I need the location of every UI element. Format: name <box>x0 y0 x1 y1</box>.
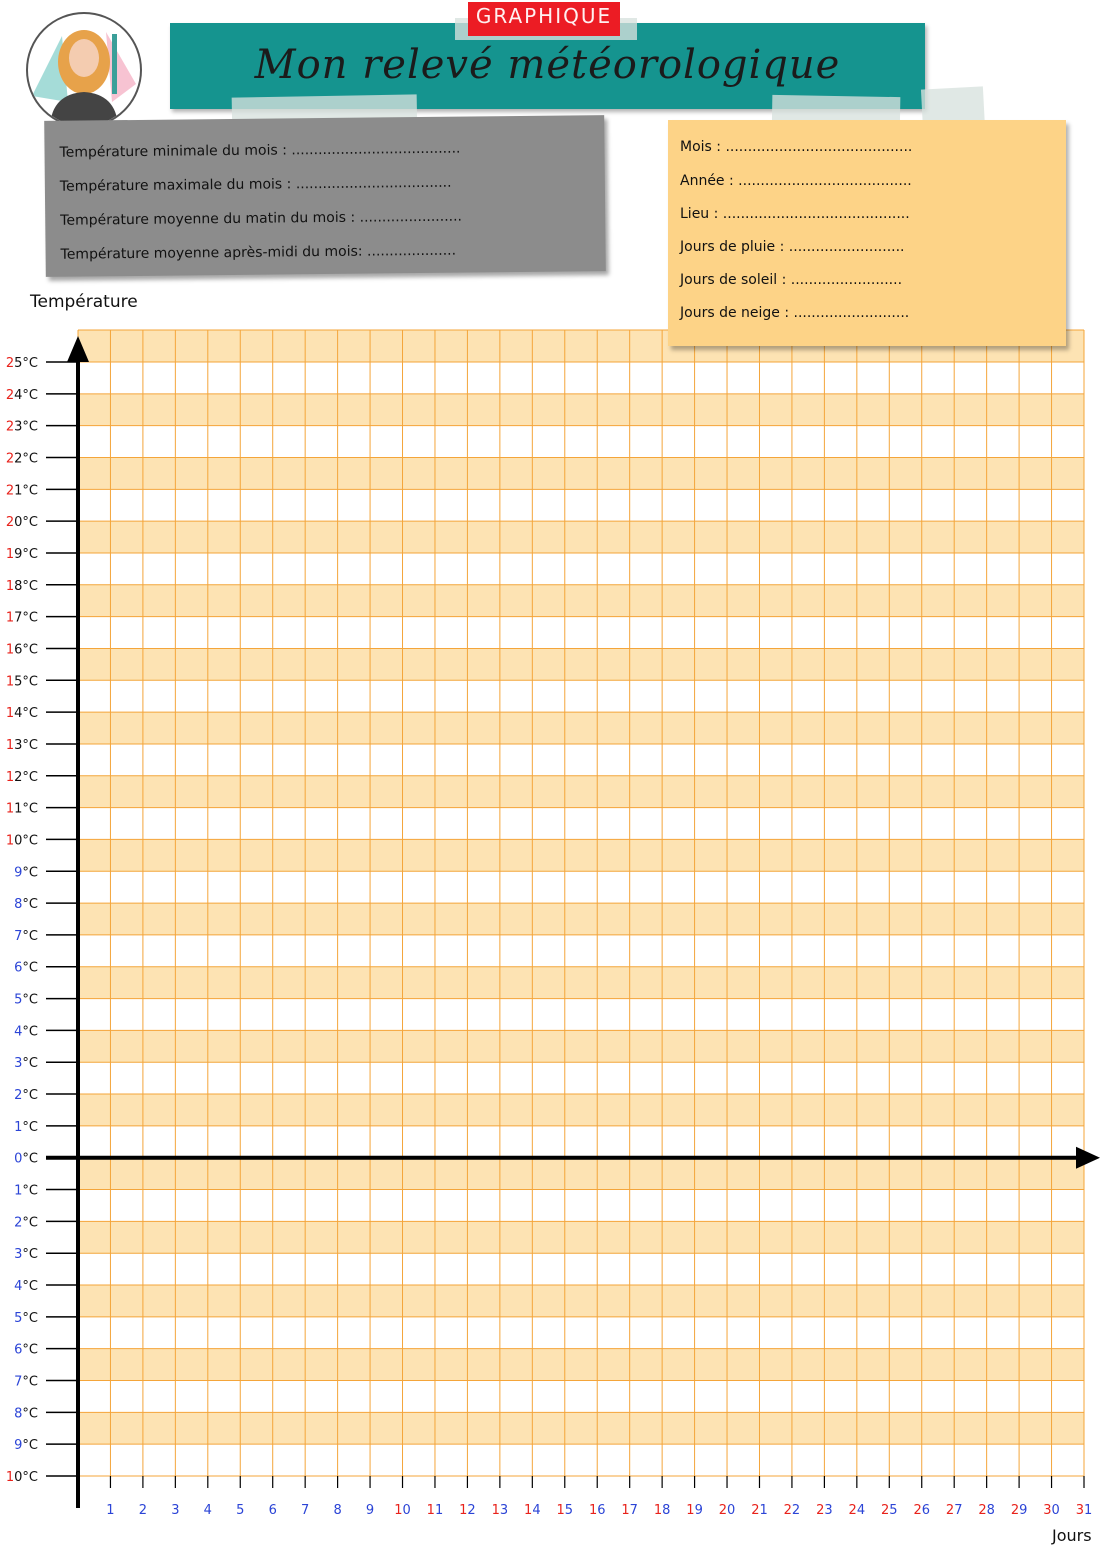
year-field[interactable]: Année : ....................................... <box>680 173 912 189</box>
y-tick-label: 7°C <box>14 1374 38 1390</box>
y-tick-label: 17°C <box>5 610 38 626</box>
x-tick-label: 5 <box>236 1503 245 1518</box>
x-tick-label: 21 <box>751 1503 768 1518</box>
y-tick-label: 14°C <box>5 706 38 722</box>
y-tick-label: 5°C <box>14 1310 38 1326</box>
x-tick-label: 8 <box>333 1503 342 1518</box>
grid-band <box>78 394 1084 426</box>
grid-band <box>78 521 1084 553</box>
rain-days-field[interactable]: Jours de pluie : .......................... <box>680 239 905 255</box>
grid-band <box>78 585 1084 617</box>
x-tick-label: 6 <box>268 1503 277 1518</box>
avg-morning-field[interactable]: Température moyenne du matin du mois : ....................... <box>60 208 463 229</box>
y-tick-label: 1°C <box>14 1119 38 1135</box>
x-tick-label: 3 <box>171 1503 180 1518</box>
grid-band <box>78 1349 1084 1381</box>
grid-band <box>78 1094 1084 1126</box>
grid-band <box>78 712 1084 744</box>
grid-band <box>78 839 1084 871</box>
y-tick-label: 2°C <box>14 1215 38 1231</box>
x-tick-label: 14 <box>524 1503 541 1518</box>
y-tick-label: 8°C <box>14 897 38 913</box>
y-tick-label: 18°C <box>5 578 38 594</box>
y-tick-label: 9°C <box>14 1438 38 1454</box>
x-tick-label: 30 <box>1043 1503 1060 1518</box>
y-tick-label: 22°C <box>5 451 38 467</box>
y-tick-label: 6°C <box>14 960 38 976</box>
y-tick-label: 0°C <box>14 1151 38 1167</box>
y-tick-label: 4°C <box>14 1024 38 1040</box>
x-tick-label: 26 <box>913 1503 931 1518</box>
x-tick-label: 15 <box>556 1503 574 1518</box>
month-field[interactable]: Mois : .......................................... <box>680 139 913 155</box>
y-tick-label: 2°C <box>14 1088 38 1104</box>
x-tick-label: 23 <box>816 1503 833 1518</box>
x-tick-label: 1 <box>106 1503 115 1518</box>
y-tick-label: 25°C <box>5 356 38 371</box>
grid-band <box>78 1412 1084 1444</box>
y-tick-label: 16°C <box>5 642 38 658</box>
y-tick-label: 3°C <box>14 1247 38 1263</box>
x-tick-label: 27 <box>945 1503 963 1518</box>
x-tick-label: 11 <box>426 1503 444 1518</box>
grid-band <box>78 648 1084 680</box>
grid-band <box>78 457 1084 489</box>
y-tick-label: 23°C <box>5 419 38 435</box>
x-tick-label: 9 <box>365 1503 375 1518</box>
snow-days-field[interactable]: Jours de neige : .......................... <box>680 305 910 321</box>
y-tick-label: 21°C <box>5 483 38 499</box>
y-axis-label: Température <box>30 292 138 312</box>
y-tick-label: 1°C <box>14 1183 38 1199</box>
x-tick-label: 17 <box>621 1503 638 1518</box>
x-axis-label: Jours <box>1052 1526 1092 1545</box>
grid-band <box>78 1221 1084 1253</box>
x-tick-label: 12 <box>459 1503 476 1518</box>
y-tick-label: 8°C <box>14 1406 38 1422</box>
x-tick-label: 28 <box>978 1503 995 1518</box>
x-tick-label: 16 <box>588 1503 606 1518</box>
y-tick-label: 10°C <box>5 833 38 849</box>
y-tick-label: 5°C <box>14 992 38 1008</box>
y-tick-label: 9°C <box>14 865 38 881</box>
x-tick-label: 7 <box>301 1503 310 1518</box>
x-tick-label: 22 <box>783 1503 801 1518</box>
min-temp-field[interactable]: Température minimale du mois : ...................................... <box>59 140 461 161</box>
grid-band <box>78 903 1084 935</box>
grid-band <box>78 967 1084 999</box>
x-tick-label: 13 <box>491 1503 509 1518</box>
x-tick-label: 18 <box>653 1503 671 1518</box>
y-tick-label: 13°C <box>5 737 38 753</box>
y-tick-label: 12°C <box>5 769 38 785</box>
y-tick-label: 11°C <box>5 801 38 817</box>
y-tick-label: 4°C <box>14 1279 38 1295</box>
y-tick-label: 15°C <box>5 674 38 690</box>
avg-afternoon-field[interactable]: Température moyenne après-midi du mois: .................... <box>60 242 457 263</box>
info-card <box>668 120 1066 346</box>
y-tick-label: 3°C <box>14 1056 38 1072</box>
x-tick-label: 24 <box>848 1503 866 1518</box>
x-tick-label: 31 <box>1075 1503 1093 1518</box>
y-tick-label: 10°C <box>5 1470 38 1485</box>
y-tick-label: 19°C <box>5 546 38 562</box>
x-axis-arrow-icon <box>1076 1147 1100 1169</box>
y-tick-label: 24°C <box>5 387 38 403</box>
max-temp-field[interactable]: Température maximale du mois : ................................... <box>59 174 452 195</box>
grid-band <box>78 776 1084 808</box>
place-field[interactable]: Lieu : .......................................... <box>680 206 910 222</box>
graph-tag-label: GRAPHIQUE <box>475 4 613 28</box>
grid-band <box>78 1285 1084 1317</box>
x-tick-label: 29 <box>1010 1503 1028 1518</box>
y-tick-label: 20°C <box>5 515 38 531</box>
y-tick-label: 7°C <box>14 928 38 944</box>
y-tick-label: 6°C <box>14 1342 38 1358</box>
x-tick-label: 19 <box>686 1503 703 1518</box>
sun-days-field[interactable]: Jours de soleil : ......................... <box>680 272 903 288</box>
page-title: Mon relevé météorologique <box>254 42 841 88</box>
x-tick-label: 4 <box>203 1503 212 1518</box>
grid-band <box>78 1030 1084 1062</box>
x-tick-label: 2 <box>138 1503 148 1518</box>
x-tick-label: 25 <box>881 1503 898 1518</box>
grid-band <box>78 1158 1084 1190</box>
x-tick-label: 10 <box>394 1503 411 1518</box>
x-tick-label: 20 <box>718 1503 736 1518</box>
